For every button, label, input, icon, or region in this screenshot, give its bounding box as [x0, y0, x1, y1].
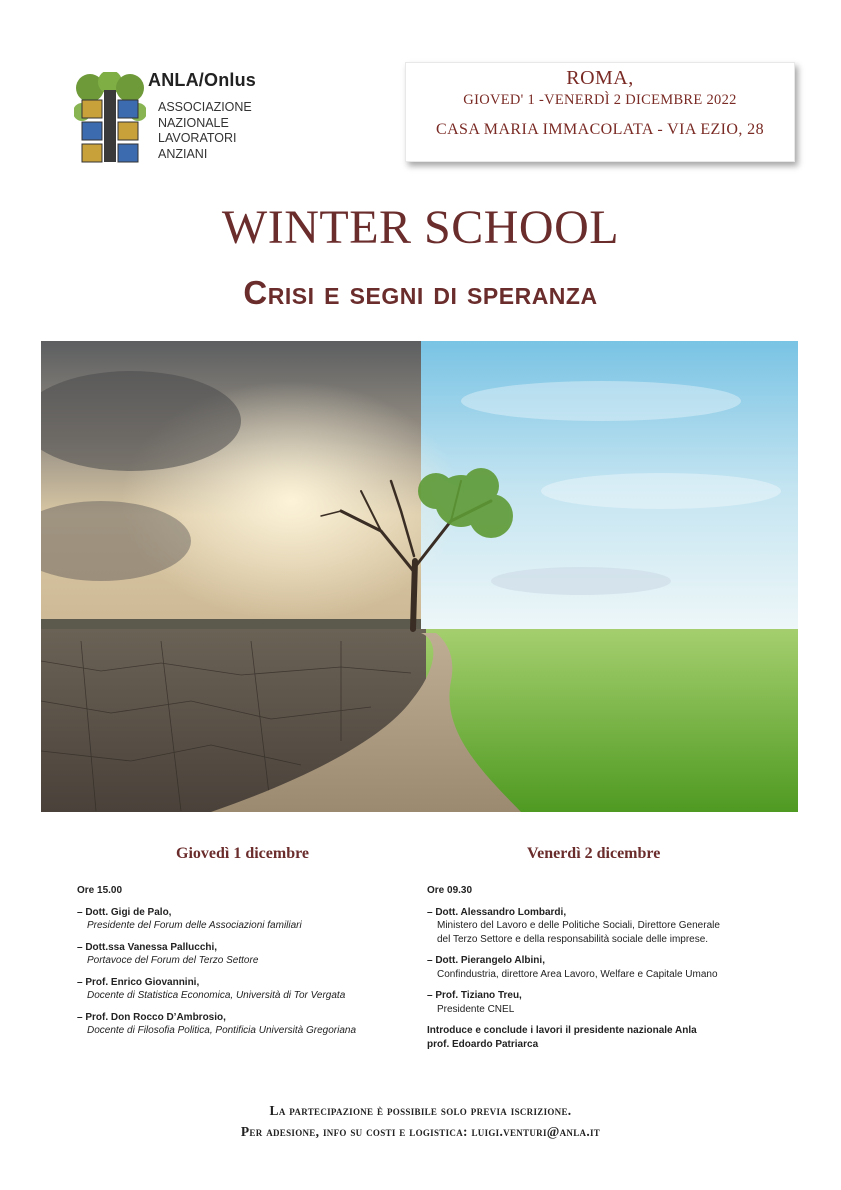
speaker-entry [427, 954, 807, 981]
speaker-name: – Prof. Tiziano Treu, [427, 990, 522, 1001]
speaker-role: Confindustria, direttore Area Lavoro, Welfare e Capitale Umano [437, 968, 718, 980]
hero-photo-dry-vs-green [41, 341, 798, 812]
event-dates: GIOVED' 1 -VENERDÌ 2 DICEMBRE 2022 [463, 92, 737, 108]
anla-logo [74, 68, 304, 168]
day1-program [77, 884, 407, 1046]
speaker-role: del Terzo Settore e della responsabilità sociale delle imprese. [437, 933, 709, 945]
footer-note [0, 1100, 841, 1142]
event-city: ROMA, [566, 67, 634, 89]
page-subtitle: Crisi e segni di speranza [243, 274, 598, 311]
speaker-entry [77, 976, 407, 1003]
footer-contact: Per adesione, info su costi e logistica: luigi.venturi@anla.it [240, 1124, 601, 1139]
day2-time: Ore 09.30 [427, 885, 473, 896]
page-title: WINTER SCHOOL [221, 201, 620, 254]
logo-subtitle [158, 100, 252, 162]
day1-time: Ore 15.00 [77, 885, 123, 896]
day1-heading: Giovedì 1 dicembre [176, 845, 310, 862]
event-venue: CASA MARIA IMMACOLATA - VIA EZIO, 28 [436, 121, 764, 138]
speaker-role: Docente di Statistica Economica, Università di Tor Vergata [87, 990, 346, 1001]
footer-line: La partecipazione è possibile solo previa iscrizione. [269, 1103, 572, 1118]
speaker-entry [77, 1011, 407, 1038]
speaker-entry [77, 941, 407, 968]
speaker-name: – Dott. Alessandro Lombardi, [427, 906, 567, 918]
speaker-name: – Dott. Gigi de Palo, [77, 906, 172, 918]
speaker-role: Ministero del Lavoro e delle Politiche Sociali, Direttore Generale [437, 920, 720, 931]
event-info-box [405, 62, 795, 162]
closing-line: prof. Edoardo Patriarca [427, 1038, 539, 1050]
speaker-role: Portavoce del Forum del Terzo Settore [87, 955, 259, 966]
logo-line: NAZIONALE [158, 115, 229, 130]
speaker-entry [427, 906, 807, 947]
logo-title: ANLA/Onlus [148, 70, 256, 90]
speaker-role: Presidente del Forum delle Associazioni familiari [87, 920, 302, 931]
closing-line: Introduce e conclude i lavori il presidente nazionale Anla [427, 1025, 697, 1036]
speaker-role: Docente di Filosofia Politica, Pontificia Università Gregoriana [87, 1025, 357, 1036]
day2-program [427, 884, 807, 1051]
hero-image [41, 341, 798, 812]
speaker-name: – Dott.ssa Vanessa Pallucchi, [77, 941, 218, 953]
logo-line: ASSOCIAZIONE [158, 100, 252, 114]
speaker-role: Presidente CNEL [437, 1003, 515, 1015]
anla-tree-logo-icon [74, 72, 146, 164]
speaker-name: – Prof. Enrico Giovannini, [77, 976, 200, 988]
speaker-entry [427, 989, 807, 1016]
speaker-entry [77, 906, 407, 933]
logo-line: LAVORATORI [158, 131, 237, 145]
day2-heading: Venerdì 2 dicembre [527, 845, 661, 862]
logo-line: ANZIANI [158, 146, 208, 161]
speaker-name: – Dott. Pierangelo Albini, [427, 955, 545, 966]
speaker-name: – Prof. Don Rocco D’Ambrosio, [77, 1011, 226, 1023]
